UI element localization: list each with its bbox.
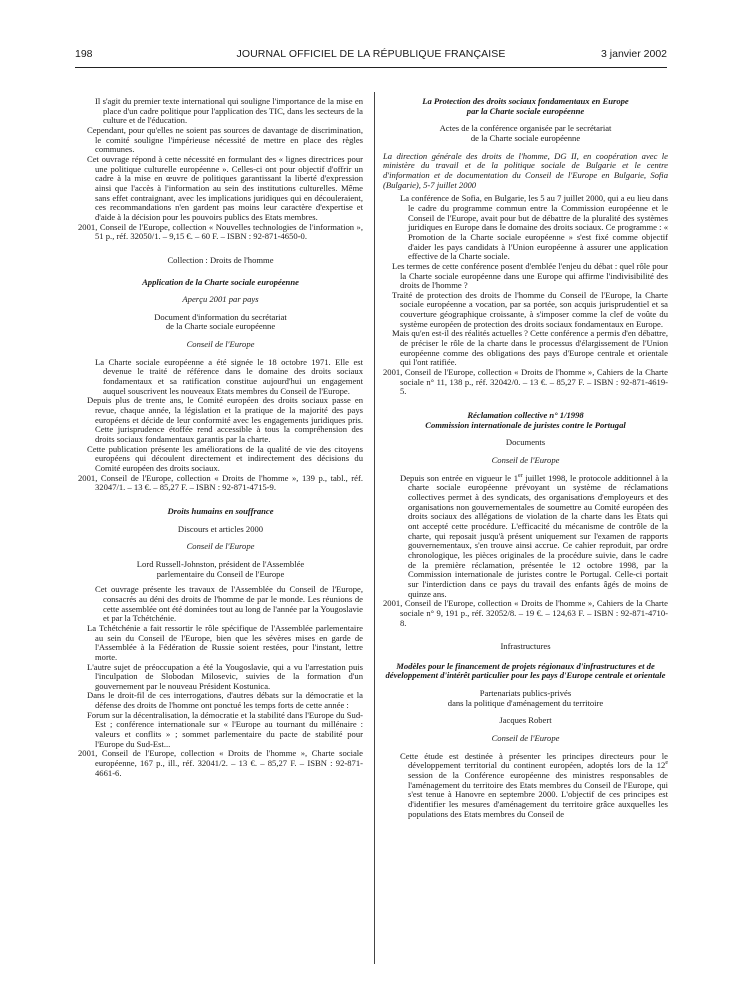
section-title: par la Charte sociale européenne — [466, 105, 585, 116]
section-author: Conseil de l'Europe — [491, 733, 560, 744]
body-paragraph: Les termes de cette conférence posent d'emblée l'enjeu du débat : quel rôle pour la Charte sociale européenne dans une Europe qui affirme l'indivisibilité des droits de l'homme ? — [392, 260, 668, 291]
document-label: de la Charte sociale européenne — [165, 321, 276, 332]
section-author: La direction générale des droits de l'homme, DG II, en coopération avec le ministère du travail et de la politique sociale de Bulgarie et le centre d'information et de documentation du Conseil de l'Europe en Bulgarie, Sofia (Bulgarie), 5-7 juillet 2000 — [383, 150, 668, 190]
section-subtitle: dans la politique d'aménagement du territoire — [447, 697, 604, 708]
body-paragraph: L'autre sujet de préoccupation a été la Yougoslavie, qui a vu l'arrestation puis l'inculpation de Slobodan Milosevic, suivies de la formation d'un gouvernement par le nouveau Président Kostunica. — [87, 661, 363, 691]
document-label: Actes de la conférence organisée par le secrétariat — [439, 123, 612, 134]
speaker: parlementaire du Conseil de l'Europe — [156, 568, 285, 579]
section-title: Réclamation collective n° 1/1998 — [467, 410, 584, 421]
section-title: La Protection des droits sociaux fondamentaux en Europe — [422, 96, 629, 106]
page-header — [75, 48, 667, 64]
section-subtitle: Discours et articles 2000 — [177, 523, 264, 534]
body-paragraph: Cette publication présente les améliorations de la qualité de vie des citoyens européens qui découlent directement et indirectement des décisions du Comité européen des droits sociaux. — [87, 443, 363, 473]
section-title: Droits humains en souffrance — [167, 505, 274, 516]
left-column — [78, 97, 363, 778]
page-number: 198 — [75, 48, 93, 60]
journal-title: JOURNAL OFFICIEL DE LA RÉPUBLIQUE FRANÇAISE — [236, 48, 506, 60]
column-divider — [374, 92, 375, 964]
section-title: Application de la Charte sociale européenne — [142, 276, 299, 287]
section-author: Conseil de l'Europe — [186, 541, 255, 552]
section-title: Modèles pour le financement de projets régionaux d'infrastructures et de développement d'intérêt particulier pour les pays d'Europe centrale et orientale — [385, 660, 666, 681]
header-rule — [75, 67, 667, 68]
publication-reference: 2001, Conseil de l'Europe, collection « Droits de l'homme », Cahiers de la Charte sociale n° 11, 138 p., réf. 32042/0. – 13 €. – 85,27 F. – ISBN : 92-871-4619-5. — [383, 367, 668, 397]
publication-reference: 2001, Conseil de l'Europe, collection « Nouvelles technologies de l'information », 51 p., réf. 32050/1. – 9,15 €. – 60 F. – ISBN : 92-871-4650-0. — [78, 221, 363, 242]
body-paragraph: Depuis son entrée en vigueur le 1er juillet 1998, le protocole additionnel à la charte sociale européenne prévoyant un système de réclamations collectives permet à des syndicats, des organisations d'employeurs et des organisations non gouvernementales de soumettre au Comité européen des droits sociaux des allégations de violation de la charte dans les Etats qui ont accepté cette procédure. L'efficacité du mécanisme de contrôle de la charte, qui reposait jusqu'à présent uniquement sur l'examen de rapports gouvernementaux, s'en trouve ainsi accrue. Ce cahier reproduit, par ordre chronologique, les pièces originales de la procédure suivie, dans le cadre de la première réclamation, présentée le 12 octobre 1998, par la Commission internationale de juristes contre le Portugal. Celle-ci portait sur l'interdiction dans ce pays du travail des enfants âgés de moins de quinze ans. — [400, 472, 668, 599]
collection-label: Infrastructures — [500, 641, 551, 652]
body-paragraph: Traité de protection des droits de l'homme du Conseil de l'Europe, la Charte sociale européenne a vocation, par sa portée, son acquis jurisprudentiel et sa couverture géographique croissante, à s'imposer comme la clef de voûte du système européen de protection des droits sociaux fondamentaux en Europe. — [392, 289, 668, 329]
intro-paragraph: Il s'agit du premier texte international qui souligne l'importance de la mise en place d'un cadre politique pour l'application des TIC, dans les secteurs de la culture et de l'éducation. — [95, 96, 363, 126]
intro-paragraph: Cet ouvrage répond à cette nécessité en formulant des « lignes directrices pour une politique culturelle européenne ». Celles-ci ont pour objectif d'offrir un cadre à la mise en œuvre de politiques garantissant la liberté d'expression ainsi que l'accès à l'information au sein des institutions culturelles. Même sans effet contraignant, avec les implications juridiques qui en découleraient, ces recommandations n'en gardent pas moins leur caractère d'expertise et d'aide à la décision pour les pouvoirs publics des Etats membres. — [87, 153, 363, 222]
body-paragraph: Forum sur la décentralisation, la démocratie et la stabilité dans l'Europe du Sud-Est ; conférence internationale sur « l'Europe au tournant du millénaire : valeurs et conflits » ; sommet parlementaire du pacte de stabilité pour l'Europe du Sud-Est... — [87, 709, 363, 749]
body-paragraph: Depuis plus de trente ans, le Comité européen des droits sociaux passe en revue, chaque année, la législation et la pratique de la majorité des pays européens et décide de leur conformité avec les engagements juridiques pris. Cette jurisprudence étoffée rend accessible à tous la compréhension des droits sociaux fondamentaux garantis par la charte. — [87, 395, 363, 445]
section-title: Commission internationale de juristes contre le Portugal — [425, 419, 626, 430]
section-author: Conseil de l'Europe — [186, 339, 255, 350]
body-paragraph: Cet ouvrage présente les travaux de l'Assemblée du Conseil de l'Europe, consacrés au déni des droits de l'homme de par le monde. Les réunions de cette assemblée ont été dominées tout au long de l'année par la Yougoslavie et par la Tchétchénie. — [95, 584, 363, 624]
section-author: Conseil de l'Europe — [491, 455, 560, 465]
publication-reference: 2001, Conseil de l'Europe, collection « Droits de l'homme », Cahiers de la Charte sociale n° 9, 191 p., réf. 32052/8. – 19 €. – 124,63 F. – ISBN : 92-871-4710-8. — [383, 598, 668, 628]
body-paragraph: La Charte sociale européenne a été signée le 18 octobre 1971. Elle est devenue le traité de référence dans le domaine des droits sociaux fondamentaux et sa ratification constitue aujourd'hui un engagement auquel souscrivent les nouveaux Etats membres du Conseil de l'Europe. — [95, 356, 363, 396]
author-name: Jacques Robert — [499, 715, 552, 726]
collection-label: Collection : Droits de l'homme — [167, 254, 274, 265]
body-paragraph: Dans le droit-fil de ces interrogations, d'autres débats sur la démocratie et la défense des droits de l'homme ont ponctué les temps forts de cette année : — [87, 690, 363, 711]
section-subtitle: Aperçu 2001 par pays — [182, 294, 259, 305]
speaker: Lord Russell-Johnston, président de l'Assemblée — [136, 558, 305, 569]
issue-date: 3 janvier 2002 — [601, 48, 667, 60]
document-label: de la Charte sociale européenne — [470, 132, 581, 143]
body-paragraph: Cette étude est destinée à présenter les principes directeurs pour le développement territorial du continent européen, adoptés lors de la 12e session de la Conférence européenne des ministres responsables de l'aménagement du territoire des Etats membres du Conseil de l'Europe, qui s'est tenue à Hanovre en septembre 2000. L'objectif de ces principes est d'identifier les mesures d'aménagement du territoire grâce auxquelles les populations des Etats membres du Conseil de — [400, 750, 668, 819]
document-label: Document d'information du secrétariat — [154, 311, 287, 322]
body-paragraph: La conférence de Sofia, en Bulgarie, les 5 au 7 juillet 2000, qui a eu lieu dans le cadre du programme commun entre la Commission européenne et le Conseil de l'Europe, avait pour but de débattre de la pluralité des systèmes juridiques en Europe dans le domaine des droits sociaux. Ce programme : « Promotion de la Charte sociale européenne » s'est fixé comme objectif d'aider les pays candidats à l'Union européenne à assurer une application effective de la Charte sociale. — [400, 193, 668, 262]
intro-paragraph: Cependant, pour qu'elles ne soient pas sources de davantage de discrimination, le comité souligne l'impérieuse nécessité de mettre en place des règles communes. — [87, 124, 363, 155]
right-column — [383, 97, 668, 819]
publication-reference: 2001, Conseil de l'Europe, collection « Droits de l'homme », 139 p., tabl., réf. 32047/1. – 13 €. – 85,27 F. – ISBN : 92-871-4715-9. — [78, 472, 363, 493]
body-paragraph: Mais qu'en est-il des réalités actuelles ? Cette conférence a permis d'en débattre, de préciser le rôle de la charte dans le processus d'élargissement de l'Union européenne comme des obligations des pays d'Europe centrale et orientale qui l'ont ratifiée. — [392, 328, 668, 368]
publication-reference: 2001, Conseil de l'Europe, collection « Droits de l'homme », Charte sociale européenne, 167 p., ill., réf. 32041/2. – 13 €. – 85,27 F. – ISBN : 92-871-4661-6. — [78, 748, 363, 778]
document-label: Documents — [505, 437, 546, 448]
section-subtitle: Partenariats publics-privés — [479, 688, 572, 699]
body-paragraph: La Tchétchénie a fait ressortir le rôle spécifique de l'Assemblée parlementaire au sein du Conseil de l'Europe, bien que les sévères mises en garde de l'Assemblée à la Fédération de Russie soient restées, pour l'instant, lettre morte. — [87, 622, 363, 662]
